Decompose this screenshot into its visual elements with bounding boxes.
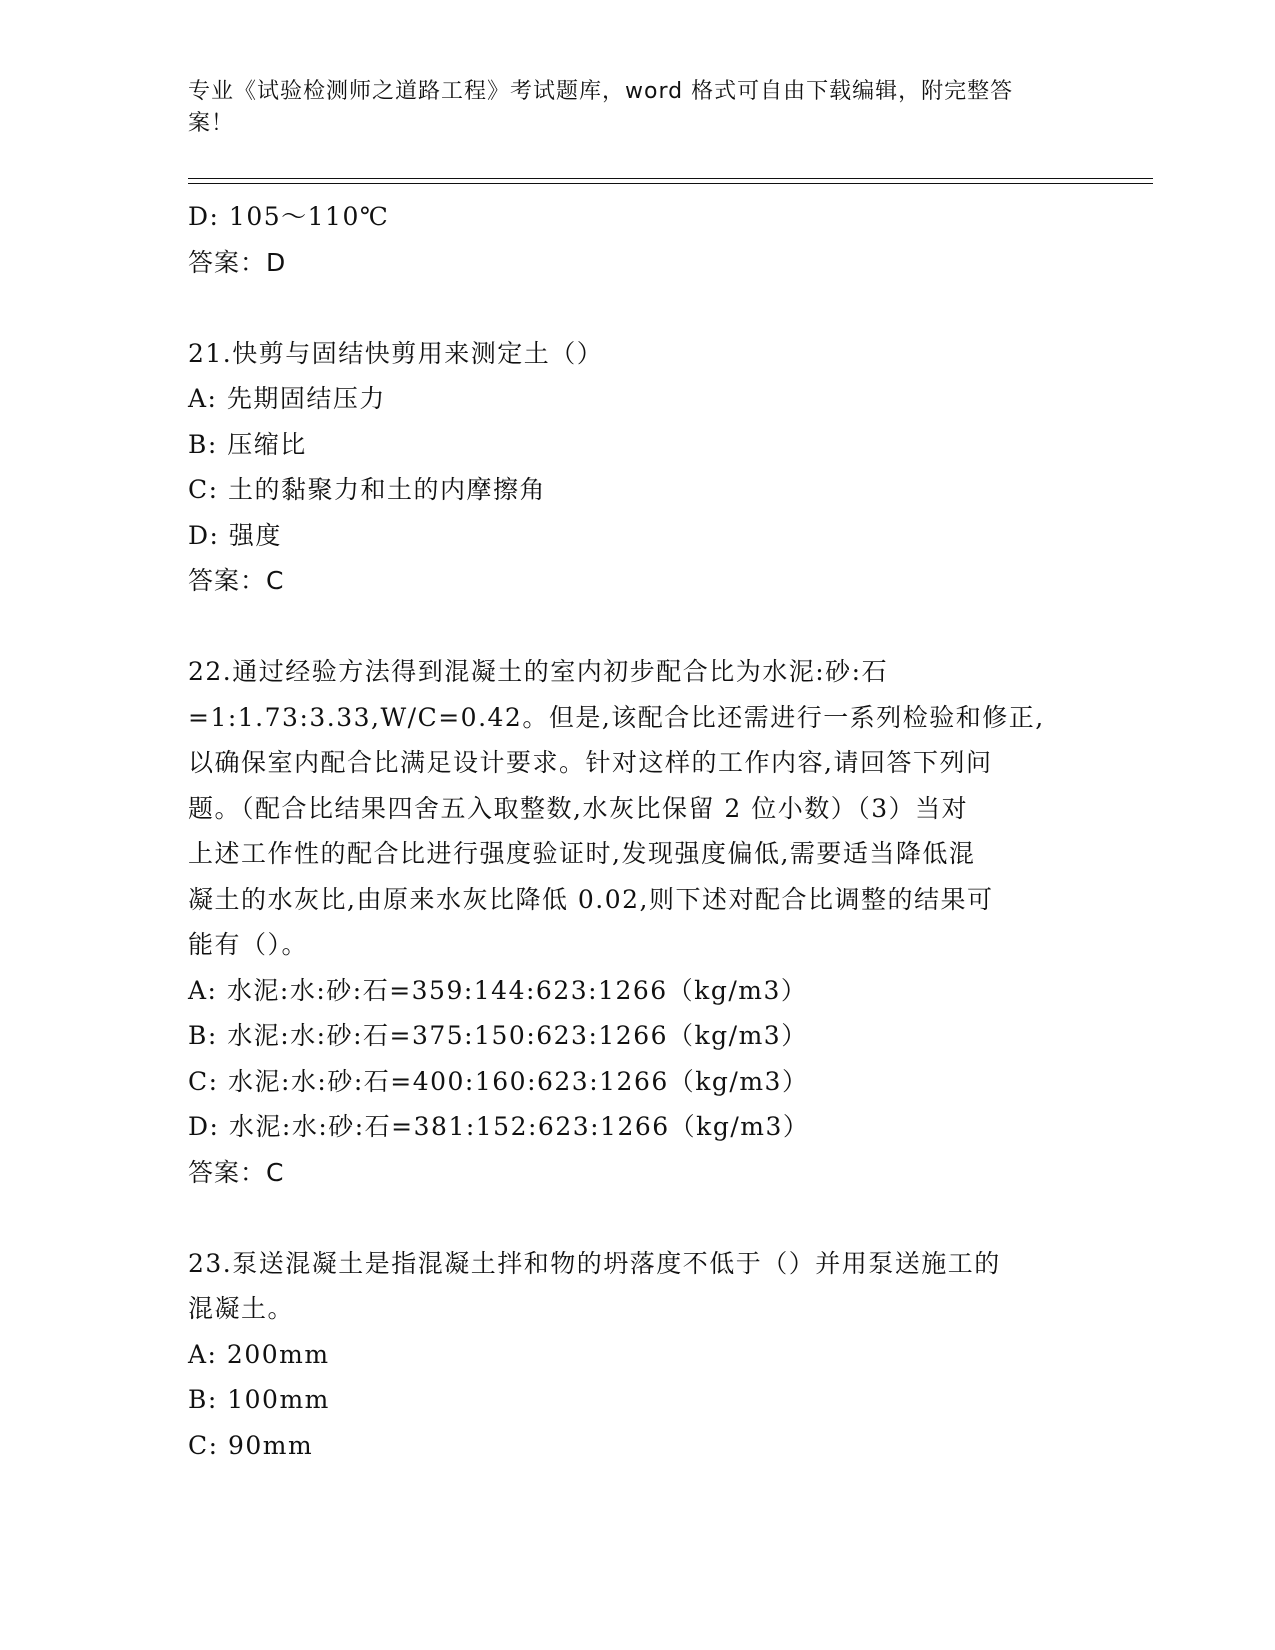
q20-option-d: D: 105～110℃ bbox=[188, 202, 390, 231]
spacer bbox=[188, 1195, 1088, 1241]
spacer bbox=[188, 604, 1088, 650]
q22-stem-line-2: =1:1.73:3.33,W/C=0.42。但是,该配合比还需进行一系列检验和修正, bbox=[188, 702, 1045, 732]
q21-option-a: A: 先期固结压力 bbox=[188, 384, 386, 413]
q22-stem-line-4: 题。（配合比结果四舍五入取整数,水灰比保留 2 位小数）（3）当对 bbox=[188, 793, 969, 823]
q23-option-a: A: 200mm bbox=[188, 1339, 330, 1369]
q21-answer: 答案：C bbox=[188, 566, 285, 595]
header-rule-top bbox=[188, 178, 1153, 179]
q22-stem-line-5: 上述工作性的配合比进行强度验证时,发现强度偏低,需要适当降低混 bbox=[188, 839, 976, 868]
question-21 bbox=[188, 331, 1088, 604]
q21-stem: 21.快剪与固结快剪用来测定土（） bbox=[188, 338, 604, 368]
q23-option-c: C: 90mm bbox=[188, 1430, 314, 1460]
q22-option-b: B: 水泥:水:砂:石=375:150:623:1266（kg/m3） bbox=[188, 1021, 808, 1050]
q23-stem-line-1: 23.泵送混凝土是指混凝土拌和物的坍落度不低于（）并用泵送施工的 bbox=[188, 1248, 1001, 1278]
header-text-line-2: 案！ bbox=[188, 111, 235, 136]
q22-stem-line-1: 22.通过经验方法得到混凝土的室内初步配合比为水泥:砂:石 bbox=[188, 657, 889, 686]
header-rule-bottom bbox=[188, 183, 1153, 184]
q21-option-d: D: 强度 bbox=[188, 520, 282, 550]
q22-stem-line-7: 能有（）。 bbox=[188, 930, 309, 959]
header-text-line-1: 专业《试验检测师之道路工程》考试题库，word 格式可自由下载编辑，附完整答 bbox=[188, 79, 1014, 104]
q23-option-b: B: 100mm bbox=[188, 1385, 330, 1414]
q22-option-d: D: 水泥:水:砂:石=381:152:623:1266（kg/m3） bbox=[188, 1112, 810, 1141]
q23-stem-line-2: 混凝土。 bbox=[188, 1294, 295, 1323]
q20-answer: 答案：D bbox=[188, 247, 287, 277]
q22-answer: 答案：C bbox=[188, 1157, 285, 1187]
q22-option-c: C: 水泥:水:砂:石=400:160:623:1266（kg/m3） bbox=[188, 1066, 809, 1096]
q22-option-a: A: 水泥:水:砂:石=359:144:623:1266（kg/m3） bbox=[188, 975, 808, 1005]
spacer bbox=[188, 285, 1088, 331]
q21-option-b: B: 压缩比 bbox=[188, 429, 307, 459]
question-23 bbox=[188, 1241, 1088, 1469]
document-header bbox=[188, 76, 1078, 140]
q22-stem-line-3: 以确保室内配合比满足设计要求。针对这样的工作内容,请回答下列问 bbox=[188, 748, 993, 777]
question-20-tail bbox=[188, 194, 1088, 285]
q22-stem-line-6: 凝土的水灰比,由原来水灰比降低 0.02,则下述对配合比调整的结果可 bbox=[188, 884, 994, 914]
q21-option-c: C: 土的黏聚力和土的内摩擦角 bbox=[188, 475, 546, 504]
question-content bbox=[188, 194, 1088, 1468]
question-22 bbox=[188, 649, 1088, 1195]
